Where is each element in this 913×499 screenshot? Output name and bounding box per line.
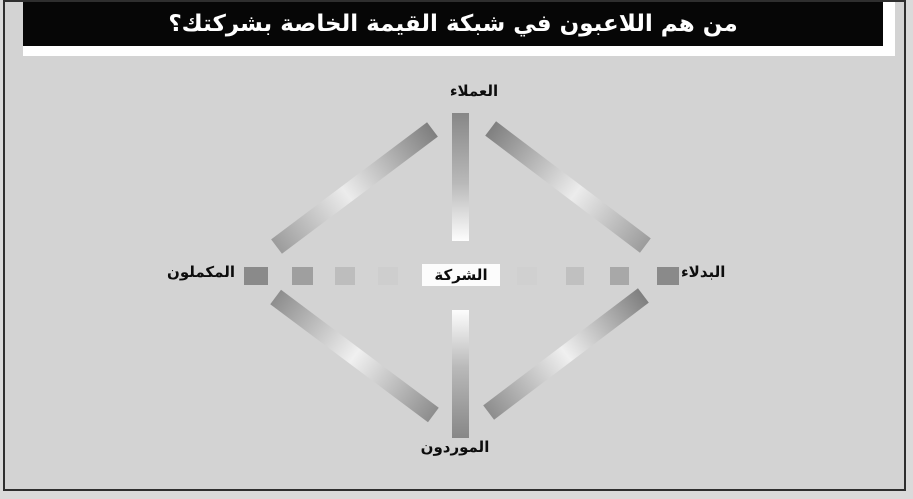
dash-segment-left-1: [292, 267, 313, 285]
edge-suppliers-complementors: [270, 290, 439, 422]
dash-segment-right-1: [566, 267, 584, 285]
dash-segment-left-3: [378, 267, 398, 285]
edge-suppliers-substitutors: [483, 288, 649, 419]
slide-title: من هم اللاعبون في شبكة القيمة الخاصة بشركتك؟: [168, 11, 738, 37]
link-suppliers-company: [452, 310, 469, 438]
node-suppliers: الموردون: [420, 438, 490, 456]
link-customers-company: [452, 113, 469, 241]
node-complementors: المكملون: [167, 263, 235, 281]
node-company-label: الشركة: [434, 266, 488, 284]
dash-segment-left-2: [335, 267, 355, 285]
dash-segment-right-0: [517, 267, 537, 285]
node-company-box: [422, 264, 500, 286]
edge-customers-substitutors: [485, 121, 651, 252]
slide-frame: [3, 0, 906, 491]
node-customers: العملاء: [449, 82, 499, 100]
title-banner: [23, 2, 895, 56]
dash-segment-right-3: [657, 267, 679, 285]
edge-customers-complementors: [271, 122, 438, 253]
dash-segment-left-0: [244, 267, 268, 285]
dash-segment-right-2: [610, 267, 629, 285]
node-substitutors: البدلاء: [681, 263, 726, 281]
